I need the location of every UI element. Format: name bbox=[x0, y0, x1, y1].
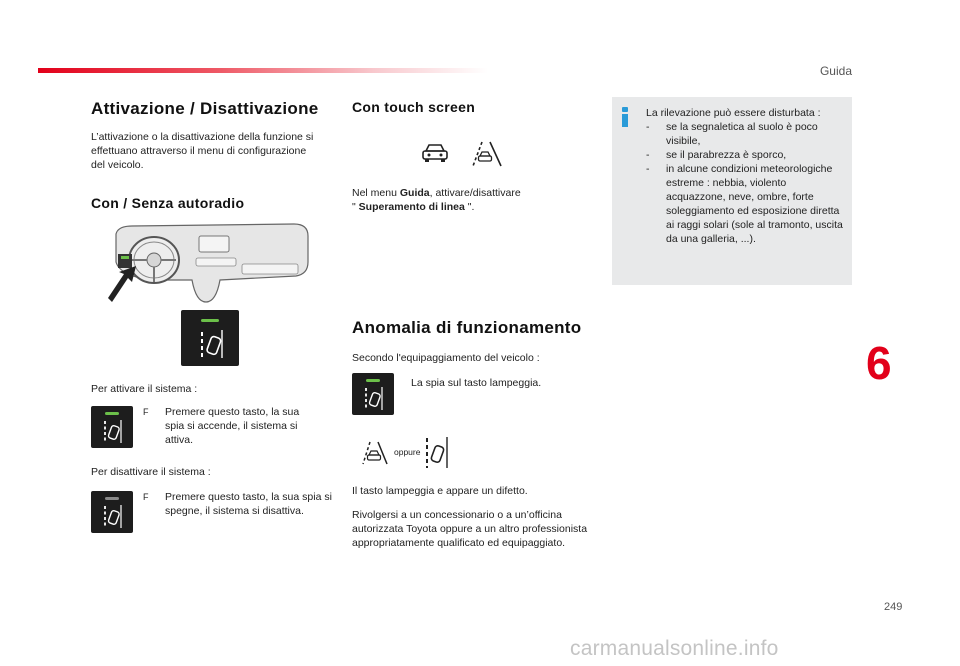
lane-button-on bbox=[91, 406, 133, 448]
lane-button-blinking bbox=[352, 373, 394, 415]
menu-item: Superamento di linea bbox=[358, 201, 465, 213]
lane-button-image bbox=[181, 310, 239, 366]
activate-step bbox=[143, 405, 319, 447]
watermark: carmanualsonline.info bbox=[570, 637, 779, 660]
section-label: Guida bbox=[819, 64, 852, 78]
list-item-text: se il parabrezza è sporco, bbox=[666, 149, 787, 161]
info-intro: La rilevazione può essere disturbata : bbox=[646, 107, 821, 119]
list-item bbox=[646, 162, 848, 246]
list-dash: - bbox=[646, 149, 650, 161]
dashboard-illustration bbox=[104, 222, 324, 304]
info-icon bbox=[620, 107, 630, 127]
list-item bbox=[646, 148, 848, 162]
deactivate-step bbox=[143, 490, 333, 518]
activate-label: Per attivare il sistema : bbox=[91, 383, 198, 395]
touchscreen-title: Con touch screen bbox=[352, 99, 476, 115]
lane-button-icon bbox=[363, 386, 385, 412]
or-label: oppure bbox=[394, 447, 421, 457]
quote-open: " bbox=[352, 201, 359, 213]
subtitle-autoradio: Con / Senza autoradio bbox=[91, 195, 245, 211]
lane-departure-icon bbox=[360, 440, 390, 466]
list-item-text: se la segnaletica al suolo è poco visibile, bbox=[666, 121, 818, 147]
page-number: 249 bbox=[884, 601, 903, 613]
lane-button-icon bbox=[102, 419, 124, 445]
lane-button-icon bbox=[424, 436, 450, 470]
info-box bbox=[612, 97, 852, 285]
contact-text: Rivolgersi a un concessionario o a un’officina autorizzata Toyota oppure a un altro professionista appropriatamente qualificato ed equipaggiato. bbox=[352, 509, 588, 549]
menu-name: Guida bbox=[399, 187, 430, 199]
deactivate-label: Per disattivare il sistema : bbox=[91, 466, 211, 478]
list-dash: - bbox=[646, 121, 650, 133]
button-led-blink bbox=[366, 379, 380, 382]
info-list bbox=[646, 120, 848, 246]
menu-mid: , attivare/disattivare bbox=[429, 187, 521, 199]
lane-button-off bbox=[91, 491, 133, 533]
header-accent-bar bbox=[38, 68, 488, 73]
button-led bbox=[201, 319, 219, 322]
quote-close: ". bbox=[464, 201, 475, 213]
lane-button-icon bbox=[102, 504, 124, 530]
menu-prefix: Nel menu bbox=[352, 187, 400, 199]
blink-text: La spia sul tasto lampeggia. bbox=[411, 377, 542, 389]
touchscreen-instruction bbox=[352, 186, 552, 214]
anomaly-title: Anomalia di funzionamento bbox=[352, 318, 582, 337]
page-title: Attivazione / Disattivazione bbox=[91, 99, 319, 118]
fault-text: Il tasto lampeggia e appare un difetto. bbox=[352, 485, 528, 497]
lane-departure-icon bbox=[199, 328, 225, 360]
chapter-number: 6 bbox=[866, 337, 892, 389]
button-led-on bbox=[105, 412, 119, 415]
intro-text: L’attivazione o la disattivazione della funzione si effettuano attraverso il menu di configurazione del veicolo. bbox=[91, 131, 314, 171]
lane-departure-icon bbox=[470, 140, 504, 168]
car-icon bbox=[420, 142, 450, 164]
bullet-marker: F bbox=[143, 492, 149, 502]
list-item bbox=[646, 120, 848, 148]
equipment-text: Secondo l'equipaggiamento del veicolo : bbox=[352, 352, 540, 364]
activate-step-text: Premere questo tasto, la sua spia si accende, il sistema si attiva. bbox=[165, 406, 300, 446]
list-dash: - bbox=[646, 163, 650, 175]
list-item-text: in alcune condizioni meteorologiche estreme : nebbia, violento acquazzone, neve, ombre, forte soleggiamento ed esposizione diretta ai raggi solari (sole al tramonto, uscita da una galleria, ...). bbox=[666, 163, 843, 245]
deactivate-step-text: Premere questo tasto, la sua spia si spegne, il sistema si disattiva. bbox=[165, 491, 332, 517]
bullet-marker: F bbox=[143, 407, 149, 417]
button-led-off bbox=[105, 497, 119, 500]
